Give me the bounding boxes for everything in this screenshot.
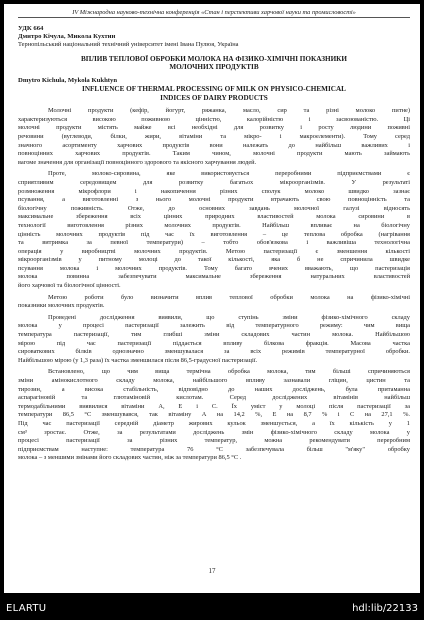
paragraph-line: псування молока і молочних продуктів. Тому багато вчених вважають, що пастеризація: [18, 264, 410, 272]
paragraph-line: зміни амінокислотного складу молока, найбільшого впливу зазнавали гліцин, цистин та: [18, 377, 410, 384]
paragraph-line: молока повинна забезпечувати максимальне збереження натуральних властивостей: [18, 273, 410, 281]
document-page: [4, 4, 420, 593]
paragraph-line: термодабільними виявилися вітаміни А, Е і С. Їх уміст у молоці після пастеризації за: [18, 402, 410, 410]
paragraph-line: максимальне збереження всіх цінних природних властивостей молока сировини в: [18, 213, 410, 221]
title-ua-line-2: МОЛОЧНИХ ПРОДУКТІВ: [169, 63, 259, 72]
title-ua-line-1: ВПЛИВ ТЕПЛОВОЇ ОБРОБКИ МОЛОКА НА ФІЗИКО-ХІМІЧНІ ПОКАЗНИКИ: [81, 54, 347, 63]
paragraphs: [18, 107, 410, 463]
paragraph-line: Під час пастеризації середній діаметр жирових кульок зменшується, а їх кількість у 1: [18, 419, 410, 427]
udc-code: УДК 664: [18, 25, 44, 32]
paragraph-line: см³ зростає. Отже, за результатами досліджень змін фізико-хімічного складу молока у: [18, 428, 410, 436]
paragraph-line: повноцінних харчових продуктів. Таким чином, молочні продукти мають займають: [18, 150, 410, 158]
affiliation: Тернопільський національний технічний університет імені Івана Пулюя, Україна: [18, 41, 239, 49]
paragraph-line: підприємствам наступне: температура 76 °С забезпечувала більш "м'яку" обробку: [18, 445, 410, 453]
handle-id: hdl:lib/22133: [352, 603, 418, 614]
paragraph: [18, 368, 410, 463]
paragraph-line: температури 86,5 °С зменшувався, так вітаміну А на 14,2 %, Е на 8,7 % і С на 27,1 %.: [18, 411, 410, 419]
paragraph-line: Проте, молоко-сировина, яке використовується переробними підприємствами є: [48, 170, 410, 178]
paragraph-line: Найбільшою мірою (у 1,3 раза) їх частка зменшилася після 86,5-градусної пастеризації.: [18, 356, 258, 364]
paragraph-line: його харчової та біологічної цінності.: [18, 282, 121, 290]
paragraph-line: біологічну поживність. Отже, до основних завдань молочної галузі відносять: [18, 204, 410, 212]
paragraph-line: молочні продукти містять майже всі необхідні для розвитку і росту людини поживні: [18, 124, 410, 132]
paragraph-line: тирозин, а висока стабільність, відповідно до наших досліджень, була притаманна: [18, 385, 410, 393]
paragraph-line: вагоме значення для організації повноцінного здорового та якісного харчування людей.: [18, 158, 257, 166]
repository-label: ELARTU: [6, 603, 47, 614]
title-en-line-2: INDICES OF DAIRY PRODUCTS: [160, 93, 268, 102]
paragraph-line: сироваткових білків однозначно зменшувалася за всіх режимів температурної обробки.: [18, 348, 410, 356]
paragraph: [18, 314, 410, 366]
article-body: [18, 25, 410, 463]
title-en-line-1: INFLUENCE OF THERMAL PROCESSING OF MILK ON PHYSICO-CHEMICAL: [82, 85, 346, 93]
paragraph-line: технології виготовлення різних молочних продуктів. Найбільш впливає на біологічну: [18, 221, 410, 229]
paragraph-line: аспарагіновій та глютаміновій кислотам. Серед досліджених вітамінів найбільш: [18, 394, 410, 402]
paragraph-line: Встановлено, що чим вища термічна обробка молока, тим більші спричиняються: [48, 368, 410, 376]
page-number: 17: [208, 567, 216, 575]
paragraph-line: цінність молочних продуктів під час їх виготовлення – це теплова обробка (нагрівання: [18, 230, 410, 238]
paragraph-line: значного асортименту харчових продуктів вони належать до найбільш важливих і: [18, 141, 410, 149]
header-rule: [18, 17, 410, 18]
paragraph: [18, 294, 410, 311]
paragraph-line: мікроорганізмів у питному молоці до такої кількості, яка б не спричинила швидке: [18, 256, 410, 264]
paragraph-line: характеризуються високою поживною цінністю, калорійністю і засвоюваністю. Ці: [18, 115, 410, 123]
paragraph-line: процесі пастеризації за різних температур, можна рекомендувати переробним: [18, 437, 410, 445]
paragraph-line: псування, а виготовленні з нього молочні продукти втрачають свою повноцінність та: [18, 196, 410, 204]
paragraph-line: молока – з меншими змінами його складових частин, ніж за температури 86,5 °С .: [18, 454, 242, 462]
paragraph-line: показники молочних продуктів.: [18, 302, 105, 310]
paragraph-line: сприятливим середовищем для розвитку багатьох мікроорганізмів. У результаті: [18, 178, 410, 186]
paragraph-line: мірою під час пастеризації піддається впливу білкова фракція. Масова частка: [18, 339, 410, 347]
paragraph-line: операція у виробництві молочних продуктів. Метою пастеризації є зменшення кількості: [18, 247, 410, 255]
paragraph-line: Метою роботи було визначити вплив теплової обробки молока на фізико-хімічні: [48, 293, 410, 301]
paragraph-line: молока у процесі пастеризації залежить від температурного режиму: чим вища: [18, 322, 410, 330]
paragraph-line: та витримка за певної температури) – тобто обов'язкова і важливіша технологічна: [18, 239, 410, 247]
paragraph-line: Проведені дослідження виявили, що ступінь зміни фізико-хімічного складу: [48, 313, 410, 321]
authors-en: Dmytro Kichula, Mykola Kukhtyn: [18, 76, 118, 84]
paragraph: [18, 107, 410, 167]
authors-ua: Дмитро Кічула, Микола Кухтин: [18, 33, 116, 41]
conference-header: IV Міжнародна науково-технічна конференція «Стан і перспективи харчової науки та промисловості»: [72, 9, 356, 16]
paragraph-line: розмноження мікрофлори і накопичення різних сполук молоко швидко зазнає: [18, 187, 410, 195]
paragraph-line: речовини (вуглеводи, білки, жири, вітаміни та мікро- і макроелементи). Тому серед: [18, 132, 410, 140]
paragraph-line: температура пастеризації, тим глибші зміни складових частин молока. Найбільшою: [18, 331, 410, 339]
paragraph: [18, 170, 410, 290]
paragraph-line: Молочні продукти (кефір, йогурт, ряжанка, масло, сир та різні молоко питне): [48, 107, 410, 115]
